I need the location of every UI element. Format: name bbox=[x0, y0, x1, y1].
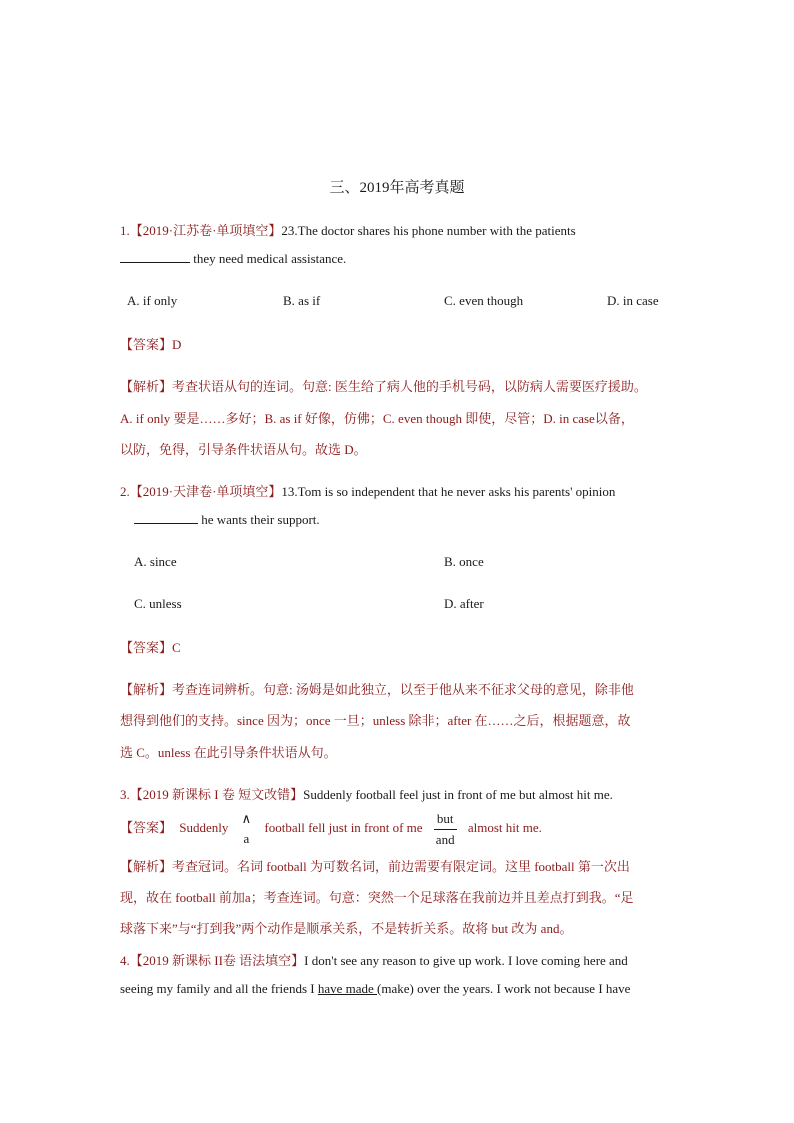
replace-mark bbox=[434, 809, 457, 850]
answer-correction-line: 【答案】 Suddenly ∧ a football fell just in front of me $\frac{\text{but}}{\text{and}}$ almost hit me. bbox=[120, 808, 542, 850]
analysis-line-1: 【解析】考查冠词。名词 football 为可数名词，前边需要有限定词。这里 football 第一次出 bbox=[120, 859, 630, 874]
question-1-stem-line2 bbox=[120, 251, 346, 267]
option-a: A. if only bbox=[127, 293, 178, 308]
answer-line bbox=[120, 637, 181, 656]
question-text: they need medical assistance. bbox=[190, 251, 347, 266]
caret-icon: ∧ bbox=[241, 811, 252, 827]
option-d: D. after bbox=[444, 596, 484, 611]
answer-label: 【答案】 bbox=[120, 337, 173, 352]
analysis-label: 【解析】 bbox=[120, 379, 173, 394]
question-4-stem bbox=[120, 950, 628, 969]
option-c: C. unless bbox=[134, 596, 182, 611]
question-number: 2. bbox=[120, 484, 130, 499]
option-b: B. once bbox=[444, 554, 484, 569]
option-b: B. as if bbox=[283, 293, 321, 308]
analysis-line-3: 选 C。unless 在此引导条件状语从句。 bbox=[120, 745, 337, 760]
question-text: I don't see any reason to give up work. I love coming here and bbox=[304, 953, 628, 968]
answer-label: 【答案】 bbox=[120, 640, 173, 655]
answer-blank bbox=[120, 261, 190, 263]
analysis-line-1: 【解析】考查状语从句的连词。句意: 医生给了病人他的手机号码，以防病人需要医疗援助。 bbox=[120, 379, 647, 394]
analysis-line-2: A. if only 要是……多好；B. as if 好像，仿佛；C. even though 即使，尽管；D. in case以备， bbox=[120, 411, 634, 426]
filled-answer: have made bbox=[317, 981, 378, 996]
answer-line bbox=[120, 334, 181, 353]
replacement-word: and bbox=[435, 831, 455, 847]
answer-blank bbox=[134, 522, 198, 524]
section-title: 三、2019年高考真题 bbox=[329, 180, 465, 196]
question-2-stem bbox=[120, 481, 615, 500]
question-number: 3. bbox=[120, 787, 130, 802]
question-1-stem bbox=[120, 220, 576, 239]
question-source-tag: 【2019·江苏卷·单项填空】 bbox=[129, 223, 282, 238]
analysis-line-2: 想得到他们的支持。since 因为；once 一旦；unless 除非；after 在……之后，根据题意，故 bbox=[120, 713, 631, 728]
option-a: A. since bbox=[134, 554, 177, 569]
question-number: 1. bbox=[120, 223, 130, 238]
question-source-tag: 【2019 新课标 I 卷 短文改错】 bbox=[129, 787, 304, 802]
analysis-label: 【解析】 bbox=[120, 859, 173, 874]
question-4-stem-line2: seeing my family and all the friends I have made (make) over the years. I work not because I have bbox=[120, 981, 631, 996]
analysis-line-3: 以防，免得，引导条件状语从句。故选 D。 bbox=[120, 442, 367, 457]
analysis-line-3: 球落下来”与“打到我”两个动作是顺承关系，不是转折关系。故将 but 改为 and。 bbox=[120, 921, 573, 936]
analysis-line-1: 【解析】考查连词辨析。句意: 汤姆是如此独立，以至于他从来不征求父母的意见，除非他 bbox=[120, 682, 634, 697]
question-2-stem-line2 bbox=[134, 512, 320, 528]
question-3-stem bbox=[120, 784, 613, 803]
option-c: C. even though bbox=[444, 293, 524, 308]
question-number: 4. bbox=[120, 953, 130, 968]
question-text: 23.The doctor shares his phone number with the patients bbox=[281, 223, 576, 238]
answer-value: C bbox=[172, 640, 181, 655]
inserted-word: a bbox=[243, 831, 250, 847]
question-source-tag: 【2019 新课标 II卷 语法填空】 bbox=[129, 953, 305, 968]
answer-label: 【答案】 bbox=[120, 820, 173, 835]
analysis-line-2: 现，故在 football 前加a；考查连词。句意：突然一个足球落在我前边并且差点打到我。“足 bbox=[120, 890, 634, 905]
question-text: Suddenly football feel just in front of me but almost hit me. bbox=[303, 787, 613, 802]
question-source-tag: 【2019·天津卷·单项填空】 bbox=[129, 484, 282, 499]
original-word: but bbox=[434, 809, 457, 830]
answer-value: D bbox=[172, 337, 182, 352]
analysis-label: 【解析】 bbox=[120, 682, 173, 697]
insert-mark bbox=[240, 809, 254, 849]
option-d: D. in case bbox=[607, 293, 659, 308]
question-text: 13.Tom is so independent that he never asks his parents' opinion bbox=[281, 484, 616, 499]
question-text: he wants their support. bbox=[198, 512, 320, 527]
